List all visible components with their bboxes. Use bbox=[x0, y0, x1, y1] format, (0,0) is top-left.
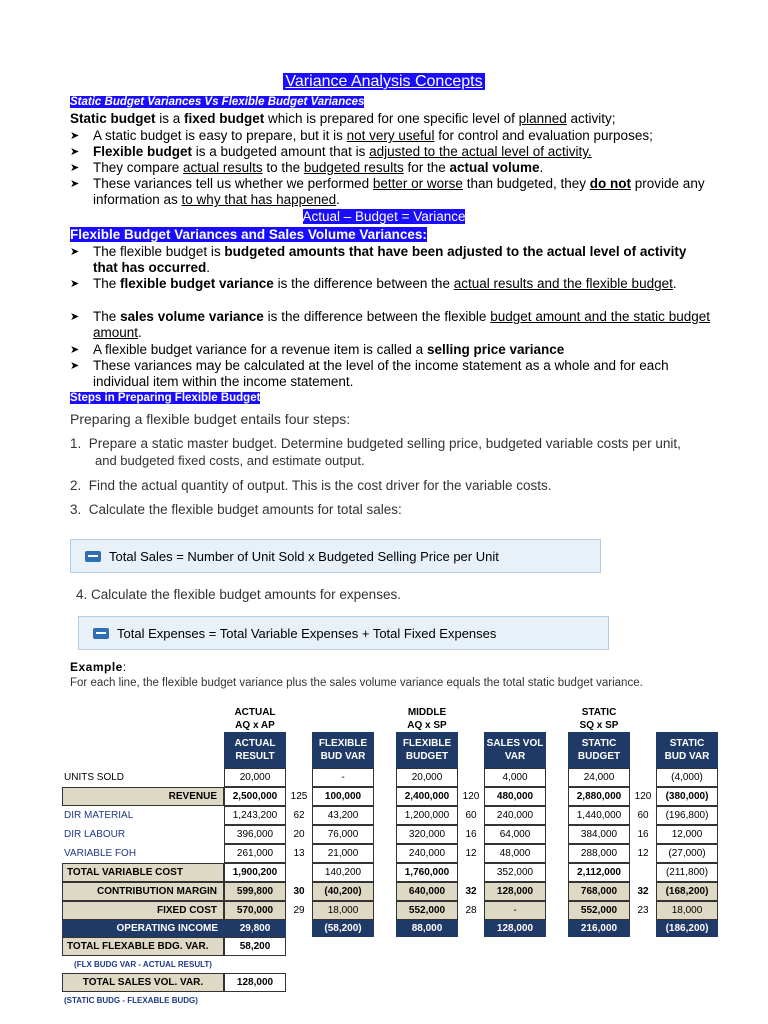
bullet-arrow-icon: ➤ bbox=[70, 146, 80, 158]
formula-key-icon bbox=[85, 551, 101, 562]
total-sales-volume-variance-row: TOTAL SALES VOL. VAR. 128,000 bbox=[62, 973, 718, 992]
col-actual-top: ACTUAL AQ x AP bbox=[234, 707, 276, 731]
bullet-variances-tell: ➤ These variances tell us whether we performed better or worse than budgeted, they do not provide any information as to why that has happened. bbox=[70, 176, 705, 207]
header-sales-vol-var: SALES VOL VAR bbox=[484, 732, 546, 768]
header-flexible-budget: FLEXIBLE BUDGET bbox=[396, 732, 458, 768]
bullet-sales-volume-variance: ➤ The sales volume variance is the difference between the flexible budget amount and the static budget amount. bbox=[70, 309, 711, 340]
header-static-budget: STATIC BUDGET bbox=[568, 732, 630, 768]
step-4: 4. Calculate the flexible budget amounts for expenses. bbox=[76, 587, 401, 602]
table-row: DIR MATERIAL 1,243,200 62 43,200 1,200,000 60 240,000 1,440,000 60 (196,800) bbox=[62, 806, 718, 825]
bullet-arrow-icon: ➤ bbox=[70, 360, 80, 372]
example-description: For each line, the flexible budget variance plus the sales volume variance equals the total static budget variance. bbox=[70, 677, 643, 689]
bullet-arrow-icon: ➤ bbox=[70, 178, 80, 190]
bullet-arrow-icon: ➤ bbox=[70, 162, 80, 174]
formula-total-sales: Total Sales = Number of Unit Sold x Budgeted Selling Price per Unit bbox=[70, 539, 601, 573]
bullet-flexible-budget: ➤ Flexible budget is a budgeted amount that is adjusted to the actual level of activity. bbox=[70, 144, 592, 159]
header-static-bud-var: STATIC BUD VAR bbox=[656, 732, 718, 768]
page-title: Variance Analysis Concepts bbox=[285, 73, 483, 90]
steps-intro: Preparing a flexible budget entails four steps: bbox=[70, 411, 351, 427]
total-flexible-variance-row: TOTAL FLEXABLE BDG. VAR. 58,200 bbox=[62, 937, 718, 956]
table-row: CONTRIBUTION MARGIN 599,800 30 (40,200) 640,000 32 128,000 768,000 32 (168,200) bbox=[62, 882, 718, 901]
table-row: VARIABLE FOH 261,000 13 21,000 240,000 12 48,000 288,000 12 (27,000) bbox=[62, 844, 718, 863]
bullet-arrow-icon: ➤ bbox=[70, 344, 80, 356]
bullet-arrow-icon: ➤ bbox=[70, 311, 80, 323]
total-sales-volume-variance-note: (STATIC BUDG - FLEXABLE BUDG) bbox=[64, 996, 198, 1005]
table-row: UNITS SOLD 20,000 - 20,000 4,000 24,000 (4,000) bbox=[62, 768, 718, 787]
section-heading-static-vs-flexible: Static Budget Variances Vs Flexible Budget Variances bbox=[70, 96, 365, 108]
col-static-top: STATIC SQ x SP bbox=[579, 707, 619, 731]
bullet-arrow-icon: ➤ bbox=[70, 278, 80, 290]
bullet-static-easy: ➤ A static budget is easy to prepare, but it is not very useful for control and evaluation purposes; bbox=[70, 128, 653, 143]
step-1: 1. Prepare a static master budget. Determine budgeted selling price, budgeted variable costs per unit, bbox=[70, 436, 681, 451]
bullet-flexible-budget-variance: ➤ The flexible budget variance is the difference between the actual results and the flexible budget. bbox=[70, 276, 677, 291]
bullet-calculation-level: ➤ These variances may be calculated at the level of the income statement as a whole and for each individual item within the income statement. bbox=[70, 358, 669, 389]
bullet-flexible-definition: ➤ The flexible budget is budgeted amounts that have been adjusted to the actual level of activity that has occurred. bbox=[70, 244, 687, 275]
static-budget-definition: Static budget is a fixed budget which is prepared for one specific level of planned activity; bbox=[70, 111, 616, 126]
header-flexible-bud-var: FLEXIBLE BUD VAR bbox=[312, 732, 374, 768]
variance-table bbox=[62, 706, 718, 1009]
step-2: 2. Find the actual quantity of output. This is the cost driver for the variable costs. bbox=[70, 478, 552, 493]
variance-equation: Actual – Budget = Variance bbox=[302, 209, 466, 224]
table-row: OPERATING INCOME 29,800 (58,200) 88,000 128,000 216,000 (186,200) bbox=[62, 920, 718, 937]
bullet-arrow-icon: ➤ bbox=[70, 130, 80, 142]
table-row: FIXED COST 570,000 29 18,000 552,000 28 - 552,000 23 18,000 bbox=[62, 901, 718, 920]
section-heading-flexible-sales-volume: Flexible Budget Variances and Sales Volume Variances: bbox=[70, 227, 427, 242]
step-1-cont: and budgeted fixed costs, and estimate output. bbox=[95, 453, 365, 468]
example-label: Example: bbox=[70, 660, 127, 674]
formula-total-expenses: Total Expenses = Total Variable Expenses + Total Fixed Expenses bbox=[78, 616, 609, 650]
bullet-selling-price-variance: ➤ A flexible budget variance for a revenue item is called a selling price variance bbox=[70, 342, 565, 357]
step-3: 3. Calculate the flexible budget amounts for total sales: bbox=[70, 502, 402, 517]
bullet-compare: ➤ They compare actual results to the budgeted results for the actual volume. bbox=[70, 160, 544, 175]
table-row: REVENUE 2,500,000 125 100,000 2,400,000 120 480,000 2,880,000 120 (380,000) bbox=[62, 787, 718, 806]
bullet-arrow-icon: ➤ bbox=[70, 246, 80, 258]
formula-key-icon bbox=[93, 628, 109, 639]
section-heading-steps: Steps in Preparing Flexible Budget bbox=[70, 392, 261, 404]
header-actual-result: ACTUAL RESULT bbox=[224, 732, 286, 768]
total-flexible-variance-note: (FLX BUDG VAR - ACTUAL RESULT) bbox=[74, 960, 212, 969]
table-row: TOTAL VARIABLE COST 1,900,200 140,200 1,760,000 352,000 2,112,000 (211,800) bbox=[62, 863, 718, 882]
table-row: DIR LABOUR 396,000 20 76,000 320,000 16 64,000 384,000 16 12,000 bbox=[62, 825, 718, 844]
col-middle-top: MIDDLE AQ x SP bbox=[407, 707, 447, 731]
